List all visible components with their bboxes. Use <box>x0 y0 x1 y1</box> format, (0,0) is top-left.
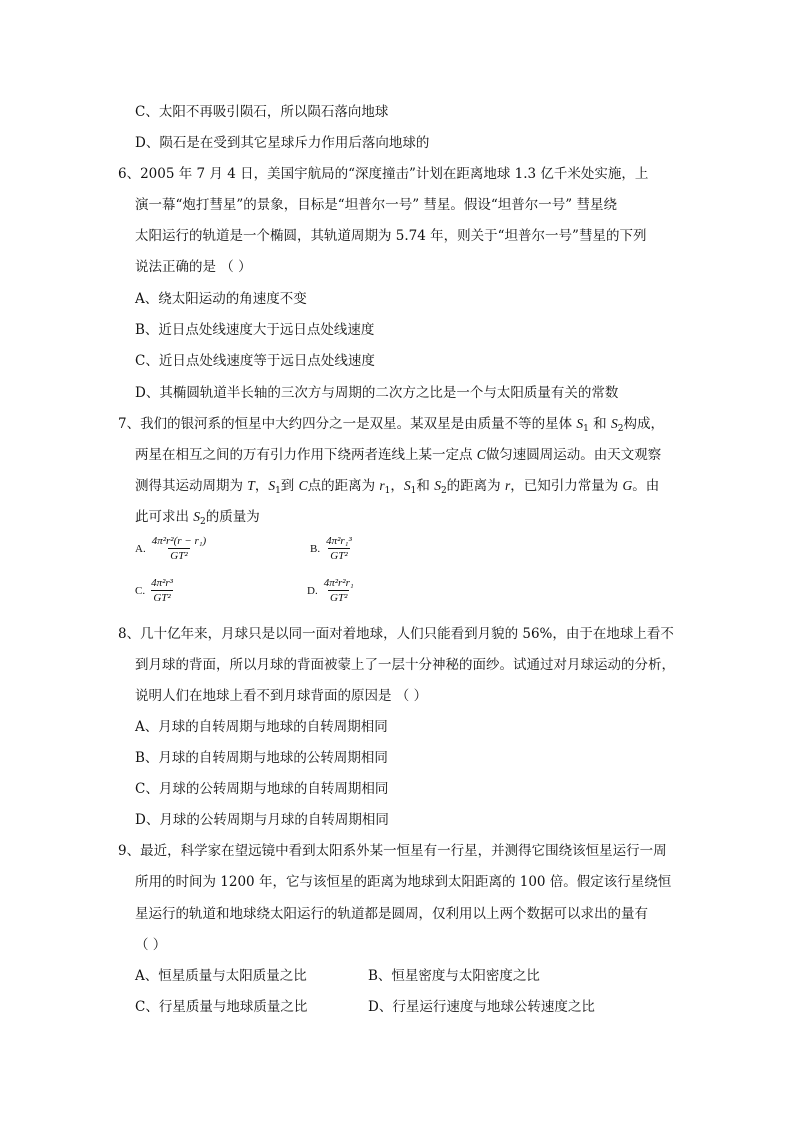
q9-stem-line2: 所用的时间为 1200 年，它与该恒星的距离为地球到太阳距离的 100 倍。假定该行星绕恒 <box>135 874 672 890</box>
q8-option-c: C、月球的公转周期与地球的自转周期相同 <box>135 781 389 797</box>
q7-option-d-denominator: GT² <box>330 592 348 604</box>
q8-option-b: B、月球的自转周期与地球的公转周期相同 <box>135 750 388 766</box>
q6-stem-line3: 太阳运行的轨道是一个椭圆，其轨道周期为 5.74 年，则关于“坦普尔一号”彗星的下列 <box>135 228 647 244</box>
q7-option-c-fraction <box>149 577 175 604</box>
q6-stem-line4: 说法正确的是 （ ） <box>135 259 252 275</box>
q7-option-b-label: B. <box>310 542 321 555</box>
q9-option-b: B、恒星密度与太阳密度之比 <box>368 968 540 984</box>
q9-option-c: C、行星质量与地球质量之比 <box>135 999 308 1015</box>
q6-stem-line2: 演一幕“炮打彗星”的景象，目标是“坦普尔一号” 彗星。假设“坦普尔一号” 彗星绕 <box>135 197 617 213</box>
q7-option-a-denominator: GT² <box>170 550 188 562</box>
q6-option-d: D、其椭圆轨道半长轴的三次方与周期的二次方之比是一个与太阳质量有关的常数 <box>135 385 619 401</box>
q7-option-b-numerator: 4π²r₁³ <box>326 535 352 547</box>
q7-stem-line4: 此可求出 $S_2$的质量为 <box>135 509 260 527</box>
q8-option-a: A、月球的自转周期与地球的自转周期相同 <box>135 719 388 735</box>
q9-option-d: D、行星运行速度与地球公转速度之比 <box>368 999 595 1015</box>
q5-option-c: C、太阳不再吸引陨石，所以陨石落向地球 <box>135 104 389 120</box>
q7-option-d-label: D. <box>307 584 318 597</box>
q7-stem-line3: 测得其运动周期为 T，$S_1$到 C点的距离为 $r_1$，$S_1$和 $S_2$的距离为 r，已知引力常量为 G。由 <box>135 478 660 496</box>
q7-option-a <box>135 535 208 562</box>
q8-option-d: D、月球的公转周期与月球的自转周期相同 <box>135 812 389 828</box>
q9-stem-line4: （ ） <box>135 937 167 953</box>
q7-option-d-fraction <box>322 577 356 604</box>
q7-option-c-label: C. <box>135 584 146 597</box>
q8-stem-line1: 8、几十亿年来，月球只是以同一面对着地球，人们只能看到月貌的 56%，由于在地球上看不 <box>118 626 674 642</box>
q9-option-a: A、恒星质量与太阳质量之比 <box>135 968 307 984</box>
q6-option-a: A、绕太阳运动的角速度不变 <box>135 291 307 307</box>
q7-stem-line2: 两星在相互之间的万有引力作用下绕两者连线上某一定点 C做匀速圆周运动。由天文观察 <box>135 447 662 463</box>
q8-stem-line2: 到月球的背面，所以月球的背面被蒙上了一层十分神秘的面纱。试通过对月球运动的分析， <box>135 657 675 673</box>
q7-option-b <box>310 535 354 562</box>
q6-stem-line1: 6、2005 年 7 月 4 日，美国宇航局的“深度撞击”计划在距离地球 1.3 亿千米处实施，上 <box>118 166 649 182</box>
q6-option-c: C、近日点处线速度等于远日点处线速度 <box>135 353 375 369</box>
q7-option-d <box>307 577 356 604</box>
q7-option-b-denominator: GT² <box>330 550 348 562</box>
q7-option-d-numerator: 4π²r²r₁ <box>323 577 354 589</box>
q7-option-c-denominator: GT² <box>153 592 171 604</box>
q6-option-b: B、近日点处线速度大于远日点处线速度 <box>135 322 375 338</box>
q9-stem-line1: 9、最近，科学家在望远镜中看到太阳系外某一恒星有一行星，并测得它围绕该恒星运行一周 <box>118 843 667 859</box>
q9-stem-line3: 星运行的轨道和地球绕太阳运行的轨道都是圆周，仅利用以上两个数据可以求出的量有 <box>135 906 648 922</box>
q7-option-a-numerator: 4π²r²(r − r₁) <box>151 535 207 547</box>
q7-option-a-label: A. <box>135 542 146 555</box>
q7-option-c-numerator: 4π²r³ <box>151 577 173 589</box>
q8-stem-line3: 说明人们在地球上看不到月球背面的原因是 （ ） <box>135 688 428 704</box>
q7-option-b-fraction <box>324 535 354 562</box>
q7-stem-line1: 7、我们的银河系的恒星中大约四分之一是双星。某双星是由质量不等的星体 $S_1$ 和 $S_2$构成， <box>118 416 664 434</box>
q5-option-d: D、陨石是在受到其它星球斥力作用后落向地球的 <box>135 135 430 151</box>
q7-option-a-fraction <box>150 535 209 562</box>
q7-option-c <box>135 577 175 604</box>
